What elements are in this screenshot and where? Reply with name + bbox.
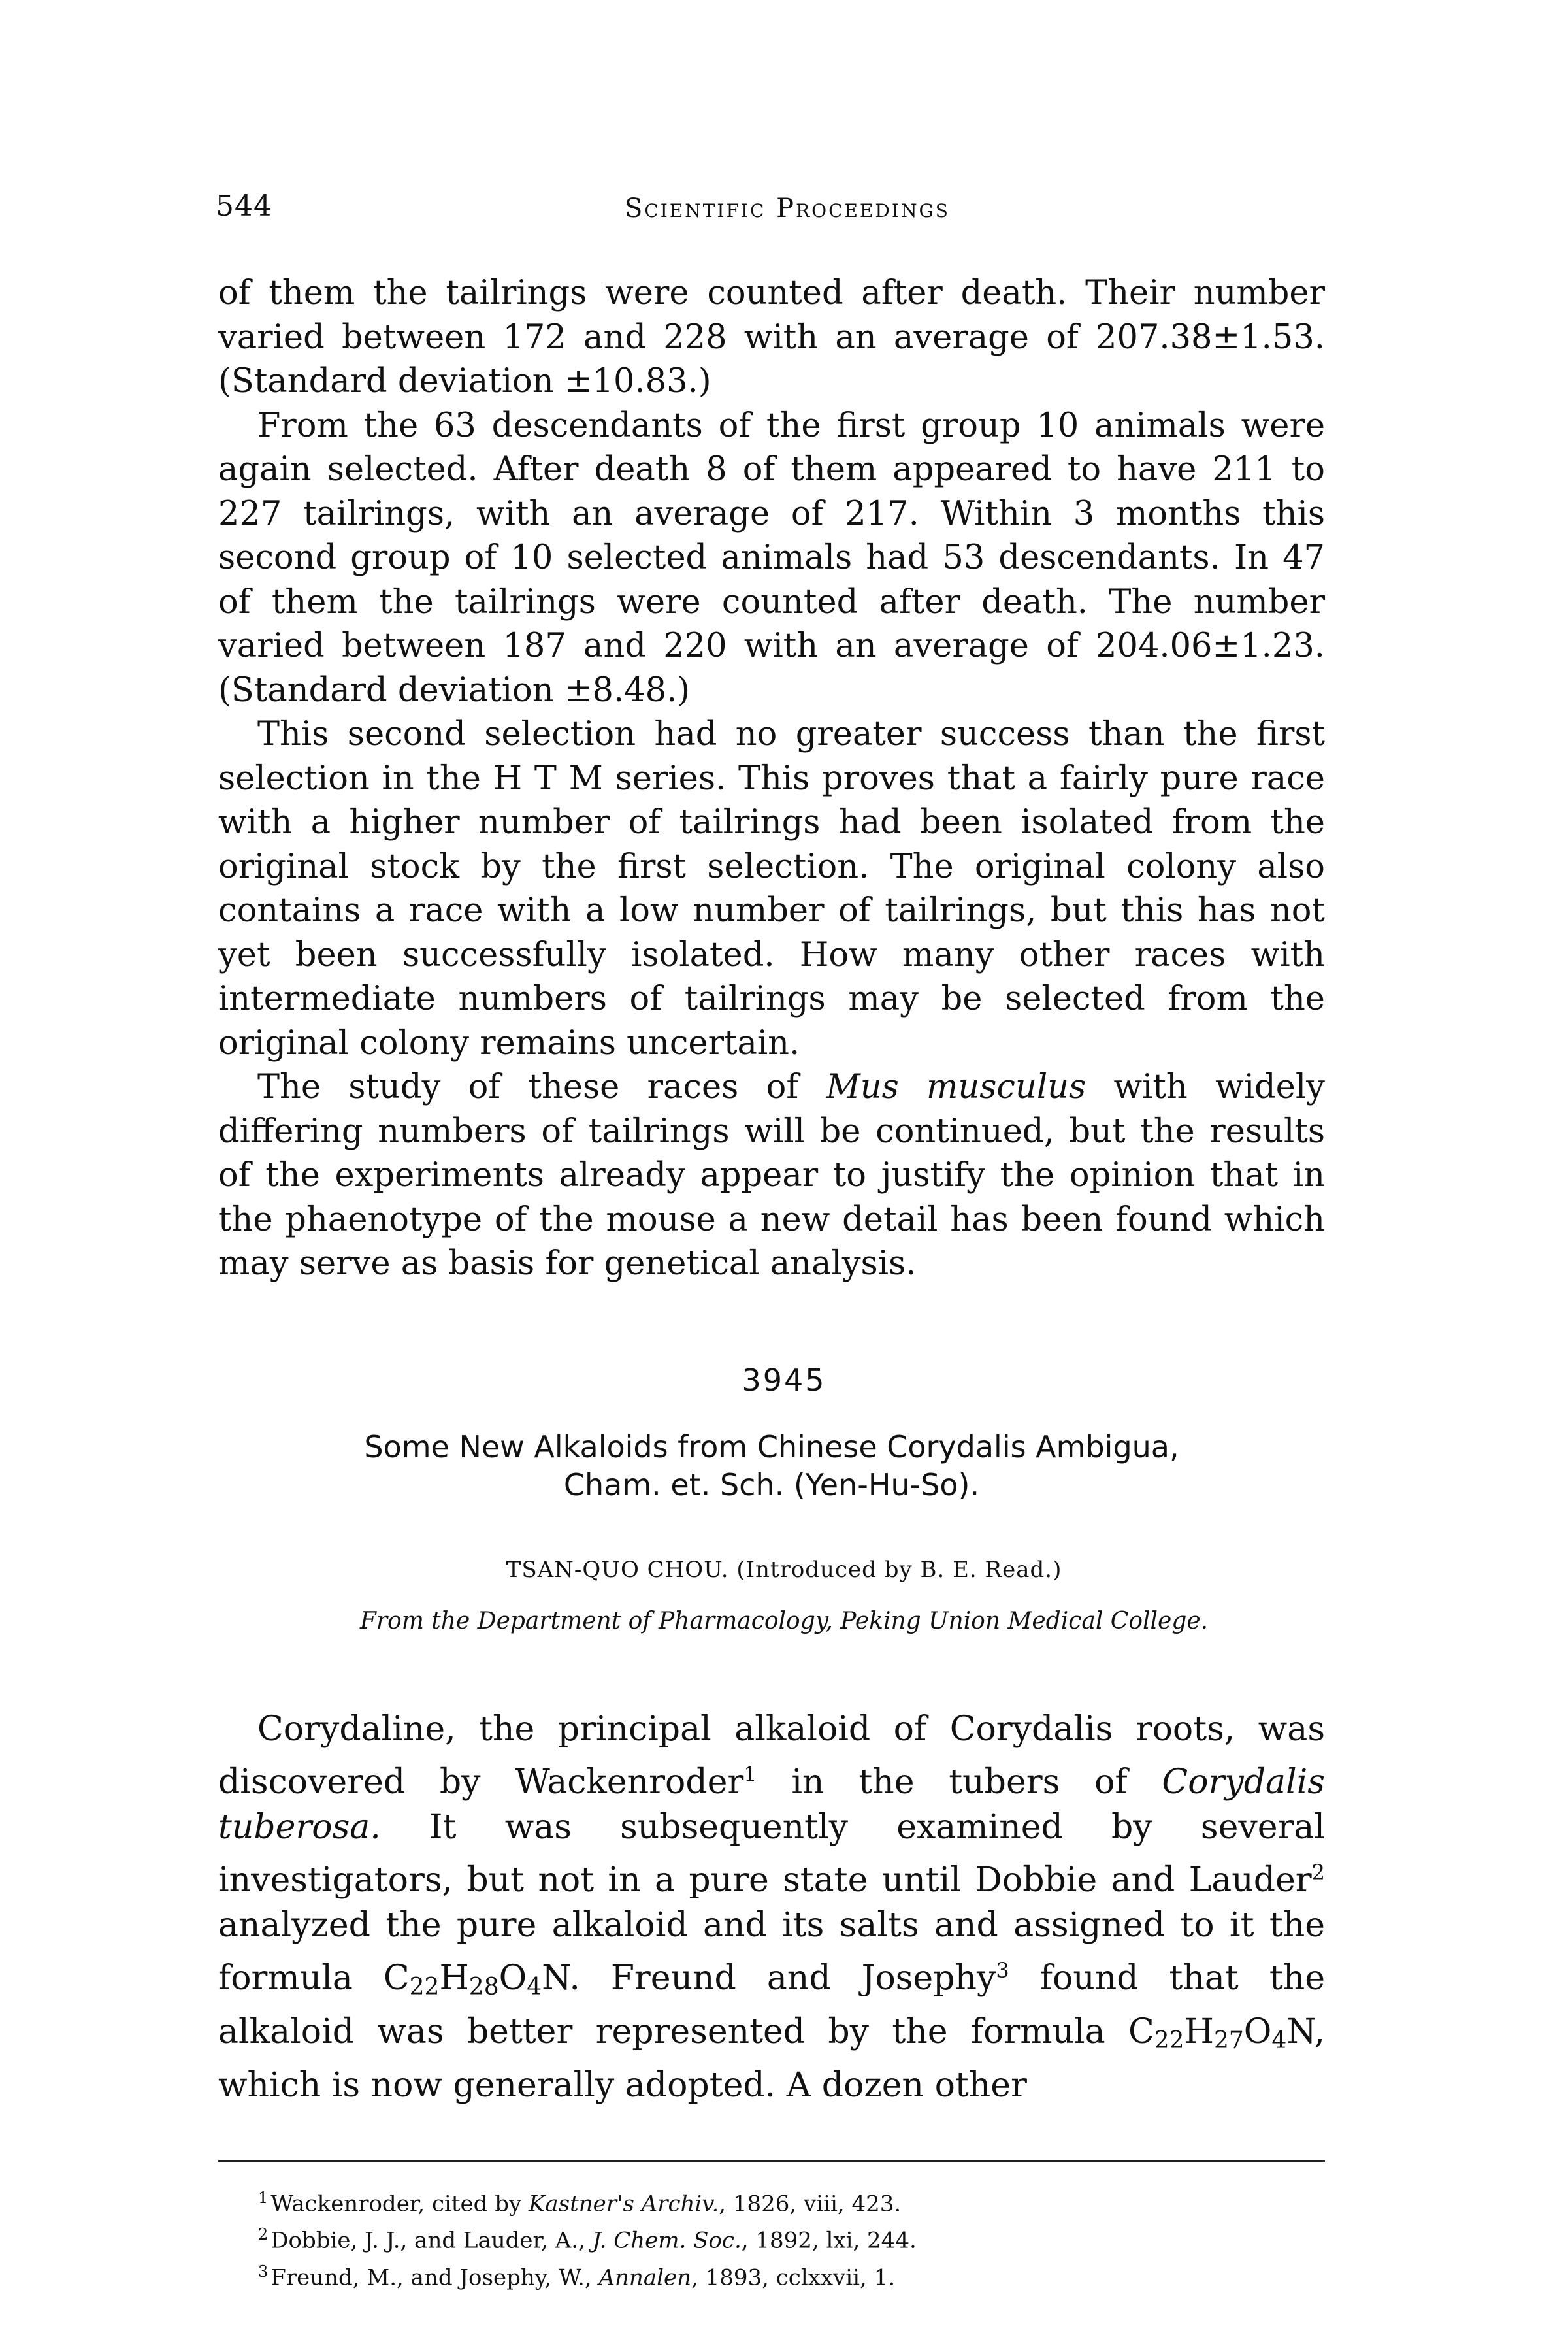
paragraph: This second selection had no greater success than the first selection in the H T M series. This proves that a fairly pure race with a higher number of tailrings had been isolated from the original stock by the first selection. The original colony also contains a race with a low number of tailrings, but this has not yet been successfully isolated. How many other races with intermediate numbers of tailrings may be selected from the original colony remains uncertain. bbox=[218, 715, 1325, 1063]
paragraph: From the 63 descendants of the first group 10 animals were again selected. After death 8 of them appeared to have 211 to 227 tailrings, with an average of 217. Within 3 months this second group of 10 selected animals had 53 descendants. In 47 of them the tailrings were counted after death. The number varied between 187 and 220 with an average of 204.06±1.23. (Standard deviation ±8.48.) bbox=[218, 406, 1325, 710]
paragraph: Corydaline, the principal alkaloid of Corydalis roots, was discovered by Wackenroder$^1$ in the tubers of Corydalis tuberosa. It was subsequently examined by several investigators, but not in a pure state until Dobbie and Lauder$^2$ analyzed the pure alkaloid and its salts and assigned to it the formula $C_{22}H_{28}O_4N$. Freund and Josephy$^3$ found that the alkaloid was better represented by the formula $C_{22}H_{27}O_4N$, which is now generally adopted. A dozen other bbox=[218, 1710, 1325, 2105]
formula-subscript: 22 bbox=[409, 1974, 440, 2000]
footnote-divider bbox=[218, 2160, 1325, 2162]
title-line: Cham. et. Sch. (Yen-Hu-So). bbox=[563, 1467, 980, 1502]
footnotes bbox=[258, 2183, 1277, 2293]
formula-element: O bbox=[1243, 2012, 1272, 2051]
footnote-ref: 3 bbox=[996, 1958, 1009, 1983]
footnote: $^2$ Dobbie, J. J., and Lauder, A., J. Chem. Soc., 1892, lxi, 244. bbox=[258, 2225, 917, 2254]
title-line: Some New Alkaloids from Chinese Corydalis Ambigua, bbox=[364, 1429, 1179, 1465]
formula-subscript: 4 bbox=[1271, 2027, 1287, 2054]
affiliation: From the Department of Pharmacology, Peking Union Medical College. bbox=[359, 1608, 1209, 1634]
footnote: $^3$ Freund, M., and Josephy, W., Annalen, 1893, cclxxvii, 1. bbox=[258, 2262, 896, 2291]
footnote: $^1$ Wackenroder, cited by Kastner's Archiv., 1826, viii, 423. bbox=[258, 2189, 902, 2217]
formula-element: H bbox=[1184, 2012, 1214, 2051]
author-line: TSAN-QUO CHOU. (Introduced by B. E. Read.) bbox=[506, 1557, 1062, 1583]
paragraph: The study of these races of Mus musculus with widely differing numbers of tailrings will be continued, but the results of the experiments already appear to justify the opinion that in the phaenotype of the mouse a new detail has been found which may serve as basis for genetical analysis. bbox=[218, 1068, 1325, 1283]
page-header bbox=[216, 190, 1359, 229]
formula-element: O bbox=[498, 1959, 527, 1998]
formula-subscript: 4 bbox=[527, 1974, 542, 2000]
article-title bbox=[218, 1428, 1325, 1504]
formula-subscript: 22 bbox=[1154, 2027, 1184, 2054]
article-body bbox=[218, 1707, 1325, 2108]
running-title: Scientific Proceedings bbox=[624, 193, 950, 224]
formula-element: H bbox=[439, 1959, 469, 1998]
formula-subscript: 28 bbox=[468, 1974, 499, 2000]
species-name: Corydalis tuberosa. bbox=[218, 1763, 1325, 1847]
footnote-ref: 1 bbox=[743, 1762, 757, 1787]
formula-subscript: 27 bbox=[1213, 2027, 1244, 2054]
page-number: 544 bbox=[216, 190, 272, 223]
previous-article-text bbox=[218, 271, 1325, 1286]
footnote-ref: 2 bbox=[1311, 1860, 1325, 1885]
paragraph: of them the tailrings were counted after death. Their number varied between 172 and 228 with an average of 207.38±1.53. (Standard deviation ±10.83.) bbox=[218, 274, 1325, 401]
article-number: 3945 bbox=[742, 1363, 826, 1398]
species-name: Mus musculus bbox=[826, 1068, 1086, 1106]
